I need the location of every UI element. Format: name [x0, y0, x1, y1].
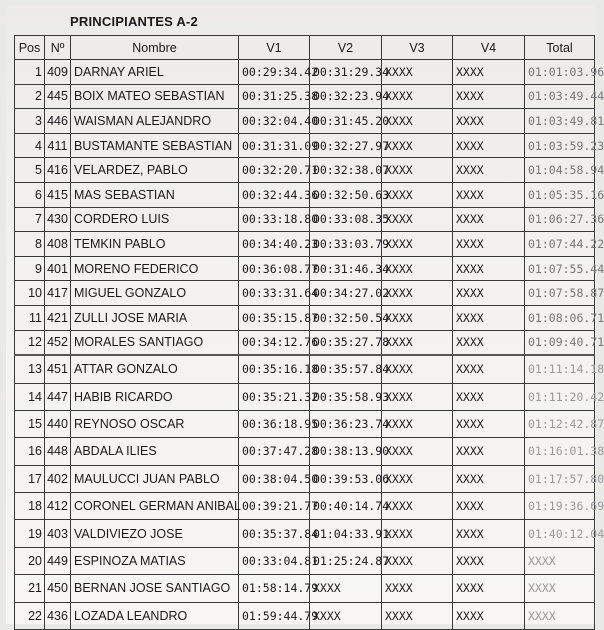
cell-v1: 00:37:47.28	[239, 438, 310, 465]
cell-name: WAISMAN ALEJANDRO	[71, 109, 239, 134]
cell-v2: 00:31:45.20	[310, 109, 382, 134]
cell-v2: 00:35:27.78	[310, 330, 382, 355]
table-row	[15, 383, 595, 410]
header-pos: Pos	[15, 36, 45, 60]
cell-total: 01:07:55.44	[525, 256, 595, 281]
cell-v2: 00:35:57.84	[310, 355, 382, 383]
cell-v2: 01:04:33.91	[310, 520, 382, 547]
cell-total: 01:01:03.96	[525, 60, 595, 85]
results-table	[14, 35, 604, 630]
cell-number: 447	[45, 383, 71, 410]
cell-v4: XXXX	[453, 493, 525, 520]
cell-v1: 00:32:44.36	[239, 182, 310, 207]
cell-total: 01:11:14.18	[525, 355, 595, 383]
cell-v2: 00:36:23.74	[310, 410, 382, 437]
table-row	[15, 256, 595, 281]
cell-v1: 00:35:16.18	[239, 355, 310, 383]
header-v4: V4	[453, 36, 525, 60]
cell-total: 01:03:59.23	[525, 133, 595, 158]
header-v2: V2	[310, 36, 382, 60]
cell-name: ATTAR GONZALO	[71, 355, 239, 383]
cell-v3: XXXX	[382, 602, 453, 629]
cell-v2: 01:25:24.87	[310, 547, 382, 574]
cell-pos: 1	[15, 60, 45, 85]
cell-total: 01:07:44.22	[525, 232, 595, 257]
cell-total: XXXX	[525, 602, 595, 629]
cell-pos: 22	[15, 602, 45, 629]
cell-pos: 10	[15, 281, 45, 306]
cell-number: 450	[45, 575, 71, 602]
cell-v2: 00:40:14.74	[310, 493, 382, 520]
cell-pos: 6	[15, 182, 45, 207]
cell-v1: 01:58:14.79	[239, 575, 310, 602]
category-title: PRINCIPIANTES A-2	[70, 14, 198, 29]
cell-v1: 00:31:31.09	[239, 133, 310, 158]
cell-total: 01:12:42.87	[525, 410, 595, 437]
cell-v2: 00:31:29.34	[310, 60, 382, 85]
cell-v4: XXXX	[453, 60, 525, 85]
header-name: Nombre	[71, 36, 239, 60]
cell-v2: 00:34:27.02	[310, 281, 382, 306]
cell-number: 451	[45, 355, 71, 383]
cell-total: 01:17:57.80	[525, 465, 595, 492]
table-row	[15, 465, 595, 492]
cell-total: 01:06:27.36	[525, 207, 595, 232]
cell-v4: XXXX	[453, 182, 525, 207]
cell-v3: XXXX	[382, 256, 453, 281]
cell-pos: 4	[15, 133, 45, 158]
cell-number: 452	[45, 330, 71, 355]
cell-v4: XXXX	[453, 465, 525, 492]
cell-v3: XXXX	[382, 305, 453, 330]
cell-v3: XXXX	[382, 575, 453, 602]
cell-total: 01:03:49.44	[525, 84, 595, 109]
cell-v1: 00:39:21.77	[239, 493, 310, 520]
cell-name: VELARDEZ, PABLO	[71, 158, 239, 183]
results-body	[15, 60, 604, 630]
table-row	[15, 602, 595, 629]
cell-total: XXXX	[525, 575, 595, 602]
cell-total: XXXX	[525, 547, 595, 574]
cell-pos: 12	[15, 330, 45, 355]
cell-number: 449	[45, 547, 71, 574]
cell-name: MORENO FEDERICO	[71, 256, 239, 281]
cell-v1: 00:33:18.80	[239, 207, 310, 232]
cell-v1: 00:36:08.77	[239, 256, 310, 281]
cell-v4: XXXX	[453, 520, 525, 547]
cell-v3: XXXX	[382, 158, 453, 183]
cell-pos: 19	[15, 520, 45, 547]
table-row	[15, 575, 595, 602]
cell-v4: XXXX	[453, 355, 525, 383]
header-v1: V1	[239, 36, 310, 60]
cell-v1: 00:35:15.87	[239, 305, 310, 330]
cell-pos: 2	[15, 84, 45, 109]
cell-v3: XXXX	[382, 182, 453, 207]
cell-number: 415	[45, 182, 71, 207]
cell-number: 408	[45, 232, 71, 257]
cell-v3: XXXX	[382, 330, 453, 355]
cell-v4: XXXX	[453, 232, 525, 257]
cell-name: MORALES SANTIAGO	[71, 330, 239, 355]
cell-pos: 18	[15, 493, 45, 520]
cell-total: 01:40:12.04	[525, 520, 595, 547]
cell-v1: 00:38:04.50	[239, 465, 310, 492]
cell-v2: 00:32:50.54	[310, 305, 382, 330]
cell-v4: XXXX	[453, 281, 525, 306]
cell-v1: 00:35:37.84	[239, 520, 310, 547]
table-row	[15, 281, 595, 306]
table-row	[15, 520, 595, 547]
cell-pos: 15	[15, 410, 45, 437]
cell-v3: XXXX	[382, 547, 453, 574]
cell-v3: XXXX	[382, 133, 453, 158]
table-row	[15, 109, 595, 134]
cell-pos: 20	[15, 547, 45, 574]
cell-number: 402	[45, 465, 71, 492]
header-row	[15, 36, 595, 60]
cell-name: CORONEL GERMAN ANIBAL	[71, 493, 239, 520]
cell-number: 440	[45, 410, 71, 437]
cell-v2: 00:31:46.34	[310, 256, 382, 281]
cell-pos: 13	[15, 355, 45, 383]
cell-name: BERNAN JOSE SANTIAGO	[71, 575, 239, 602]
cell-number: 430	[45, 207, 71, 232]
cell-v2: XXXX	[310, 575, 382, 602]
cell-v2: 00:33:03.79	[310, 232, 382, 257]
table-row	[15, 305, 595, 330]
cell-name: LOZADA LEANDRO	[71, 602, 239, 629]
cell-number: 401	[45, 256, 71, 281]
cell-v4: XXXX	[453, 547, 525, 574]
cell-v2: 00:32:38.07	[310, 158, 382, 183]
cell-total: 01:19:36.69	[525, 493, 595, 520]
cell-pos: 9	[15, 256, 45, 281]
cell-pos: 3	[15, 109, 45, 134]
cell-v2: 00:39:53.06	[310, 465, 382, 492]
cell-v4: XXXX	[453, 438, 525, 465]
cell-total: 01:11:20.42	[525, 383, 595, 410]
cell-number: 409	[45, 60, 71, 85]
table-row	[15, 84, 595, 109]
cell-v4: XXXX	[453, 84, 525, 109]
cell-v4: XXXX	[453, 383, 525, 410]
cell-name: BOIX MATEO SEBASTIAN	[71, 84, 239, 109]
cell-v2: 00:32:23.94	[310, 84, 382, 109]
cell-v3: XXXX	[382, 520, 453, 547]
cell-v3: XXXX	[382, 232, 453, 257]
cell-v1: 00:34:12.76	[239, 330, 310, 355]
cell-total: 01:16:01.38	[525, 438, 595, 465]
table-row	[15, 60, 595, 85]
cell-name: MIGUEL GONZALO	[71, 281, 239, 306]
table-row	[15, 133, 595, 158]
cell-pos: 14	[15, 383, 45, 410]
cell-number: 436	[45, 602, 71, 629]
table-row	[15, 158, 595, 183]
cell-total: 01:07:58.87	[525, 281, 595, 306]
cell-total: 01:09:40.71	[525, 330, 595, 355]
cell-total: 01:04:58.94	[525, 158, 595, 183]
cell-v4: XXXX	[453, 410, 525, 437]
cell-v3: XXXX	[382, 493, 453, 520]
cell-name: TEMKIN PABLO	[71, 232, 239, 257]
table-row	[15, 207, 595, 232]
cell-v1: 00:32:04.40	[239, 109, 310, 134]
header-total: Total	[525, 36, 595, 60]
results-sheet	[6, 6, 604, 624]
table-row	[15, 493, 595, 520]
cell-pos: 17	[15, 465, 45, 492]
cell-v3: XXXX	[382, 383, 453, 410]
cell-number: 416	[45, 158, 71, 183]
cell-v3: XXXX	[382, 60, 453, 85]
table-row	[15, 438, 595, 465]
table-row	[15, 355, 595, 383]
cell-v3: XXXX	[382, 207, 453, 232]
table-row	[15, 232, 595, 257]
cell-v3: XXXX	[382, 84, 453, 109]
table-row	[15, 410, 595, 437]
cell-v4: XXXX	[453, 207, 525, 232]
cell-v1: 00:33:31.64	[239, 281, 310, 306]
cell-pos: 8	[15, 232, 45, 257]
table-row	[15, 547, 595, 574]
header-number: Nº	[45, 36, 71, 60]
cell-name: REYNOSO OSCAR	[71, 410, 239, 437]
header-v3: V3	[382, 36, 453, 60]
cell-total: 01:08:06.71	[525, 305, 595, 330]
cell-v3: XXXX	[382, 355, 453, 383]
cell-v1: 00:34:40.23	[239, 232, 310, 257]
table-row	[15, 330, 595, 355]
cell-v1: 00:31:25.38	[239, 84, 310, 109]
cell-v2: 00:32:50.63	[310, 182, 382, 207]
cell-v4: XXXX	[453, 158, 525, 183]
cell-number: 448	[45, 438, 71, 465]
cell-pos: 21	[15, 575, 45, 602]
cell-name: ESPINOZA MATIAS	[71, 547, 239, 574]
cell-number: 411	[45, 133, 71, 158]
cell-v3: XXXX	[382, 109, 453, 134]
table-row	[15, 182, 595, 207]
cell-v1: 00:33:04.81	[239, 547, 310, 574]
cell-v2: 00:38:13.90	[310, 438, 382, 465]
cell-name: MAS SEBASTIAN	[71, 182, 239, 207]
cell-v2: 00:33:08.35	[310, 207, 382, 232]
cell-name: MAULUCCI JUAN PABLO	[71, 465, 239, 492]
cell-name: DARNAY ARIEL	[71, 60, 239, 85]
cell-number: 446	[45, 109, 71, 134]
cell-v2: XXXX	[310, 602, 382, 629]
cell-v4: XXXX	[453, 133, 525, 158]
cell-v4: XXXX	[453, 256, 525, 281]
cell-v4: XXXX	[453, 602, 525, 629]
cell-name: ABDALA ILIES	[71, 438, 239, 465]
cell-v2: 00:35:58.93	[310, 383, 382, 410]
cell-number: 445	[45, 84, 71, 109]
cell-number: 421	[45, 305, 71, 330]
cell-v4: XXXX	[453, 330, 525, 355]
cell-number: 412	[45, 493, 71, 520]
cell-v1: 00:32:20.71	[239, 158, 310, 183]
cell-v4: XXXX	[453, 575, 525, 602]
cell-name: CORDERO LUIS	[71, 207, 239, 232]
cell-name: HABIB RICARDO	[71, 383, 239, 410]
cell-pos: 7	[15, 207, 45, 232]
cell-v4: XXXX	[453, 305, 525, 330]
cell-pos: 11	[15, 305, 45, 330]
cell-total: 01:03:49.81	[525, 109, 595, 134]
cell-v4: XXXX	[453, 109, 525, 134]
cell-v1: 00:35:21.32	[239, 383, 310, 410]
cell-pos: 16	[15, 438, 45, 465]
cell-v1: 01:59:44.79	[239, 602, 310, 629]
cell-v3: XXXX	[382, 465, 453, 492]
cell-name: BUSTAMANTE SEBASTIAN	[71, 133, 239, 158]
cell-number: 417	[45, 281, 71, 306]
cell-pos: 5	[15, 158, 45, 183]
cell-v1: 00:29:34.42	[239, 60, 310, 85]
cell-v2: 00:32:27.97	[310, 133, 382, 158]
cell-v3: XXXX	[382, 281, 453, 306]
cell-v1: 00:36:18.95	[239, 410, 310, 437]
cell-number: 403	[45, 520, 71, 547]
cell-v3: XXXX	[382, 410, 453, 437]
cell-name: VALDIVIEZO JOSE	[71, 520, 239, 547]
cell-total: 01:05:35.16	[525, 182, 595, 207]
cell-v3: XXXX	[382, 438, 453, 465]
cell-name: ZULLI JOSE MARIA	[71, 305, 239, 330]
